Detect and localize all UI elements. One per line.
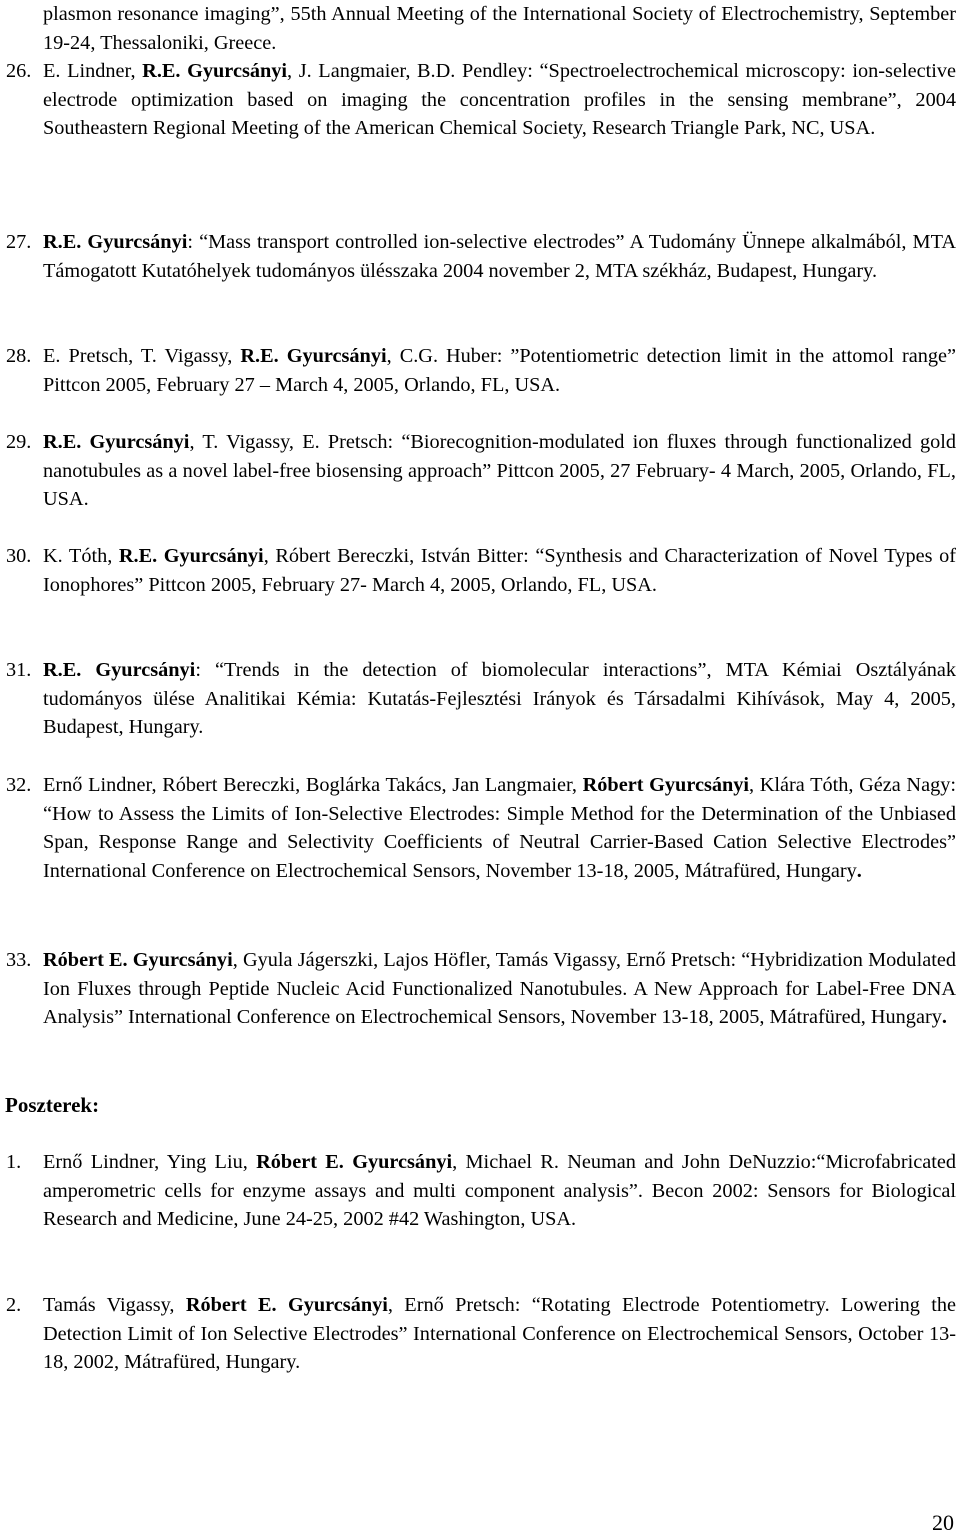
reference-entry-30 (0, 542, 956, 599)
poster-text (43, 1148, 956, 1234)
text-run: , Klára Tóth, Géza Nagy: “How to Assess the Limits of Ion-Selective Electrodes: Simple Method for the Determination of the Unbiased Span, Response Range and Selectivity Coefficients of Neutral Carrier-Based Cation Selective Electrodes” International Conference on Electrochemical Sensors, November 13-18, 2005, Mátrafüred, Hungary (43, 774, 956, 882)
reference-entry-33 (0, 946, 956, 1032)
author-highlight: . (941, 1006, 947, 1029)
reference-number: 27. (6, 231, 32, 253)
text-run: E. Pretsch, T. Vigassy, (43, 345, 241, 367)
text-run: Ernő Lindner, Róbert Bereczki, Boglárka Takács, Jan Langmaier, (43, 774, 583, 796)
reference-text (43, 57, 956, 143)
poster-entry-2 (0, 1291, 956, 1377)
reference-number: 31. (6, 659, 32, 681)
text-run: , Ernő Pretsch: “Rotating Electrode Potentiometry. Lowering the Detection Limit of Ion Selective Electrodes” International Conference on Electrochemical Sensors, October 13-18, 2002, Mátrafüred, Hungary. (43, 1294, 956, 1374)
author-highlight: R.E. Gyurcsányi (43, 231, 188, 253)
reference-number: 28. (6, 345, 32, 367)
text-run: , Róbert Bereczki, István Bitter: “Synthesis and Characterization of Novel Types of Ionophores” Pittcon 2005, February 27- March 4, 2005, Orlando, FL, USA. (43, 545, 956, 596)
author-highlight: Róbert E. Gyurcsányi (185, 1294, 388, 1316)
text-run: , C.G. Huber: ”Potentiometric detection limit in the attomol range” Pittcon 2005, February 27 – March 4, 2005, Orlando, FL, USA. (43, 345, 957, 396)
author-highlight: Róbert E. Gyurcsányi (256, 1151, 453, 1173)
text-run: K. Tóth, (43, 545, 119, 567)
reference-number: 30. (6, 545, 32, 567)
reference-entry-31 (0, 656, 956, 742)
page-number: 20 (932, 1510, 954, 1535)
reference-entry-27 (0, 228, 956, 285)
text-run: , T. Vigassy, E. Pretsch: “Biorecognition-modulated ion fluxes through functionalized gold nanotubules as a novel label-free biosensing approach” Pittcon 2005, 27 February- 4 March, 2005, Orlando, FL, USA. (43, 431, 957, 511)
reference-entry-28 (0, 342, 956, 399)
author-highlight: R.E. Gyurcsányi (118, 545, 264, 567)
reference-number: 32. (6, 774, 32, 796)
reference-number: 29. (6, 431, 32, 453)
text-run: , J. Langmaier, B.D. Pendley: “Spectroelectrochemical microscopy: ion-selective electrode optimization based on imaging the concentration profiles in the sensing membrane”, 2004 Southeastern Regional Meeting of the American Chemical Society, Research Triangle Park, NC, USA. (43, 60, 956, 140)
reference-text (43, 946, 956, 1032)
author-highlight: R.E. Gyurcsányi (240, 345, 387, 367)
reference-number: 33. (6, 949, 32, 971)
reference-text (43, 342, 956, 399)
author-highlight: Róbert E. Gyurcsányi (43, 949, 233, 971)
reference-text (43, 542, 956, 599)
text-run: Ernő Lindner, Ying Liu, (43, 1151, 257, 1173)
text-run: E. Lindner, (43, 60, 143, 82)
reference-entry-32 (0, 771, 956, 885)
reference-text (43, 428, 956, 514)
author-highlight: R.E. Gyurcsányi (43, 431, 190, 453)
reference-text (43, 656, 956, 742)
author-highlight: Róbert Gyurcsányi (582, 774, 750, 796)
poster-section-heading: Poszterek: (5, 1093, 100, 1117)
reference-text (43, 228, 956, 285)
poster-number: 2. (6, 1294, 22, 1316)
author-highlight: R.E. Gyurcsányi (43, 659, 196, 681)
reference-text (43, 771, 956, 885)
text-run: : “Trends in the detection of biomolecular interactions”, MTA Kémiai Osztályának tudományos ülése Analitikai Kémia: Kutatás-Fejlesztési Irányok és Társadalmi Kihívások, May 4, 2005, Budapest, Hungary. (43, 659, 956, 739)
author-highlight: R.E. Gyurcsányi (142, 60, 288, 82)
reference-number: 26. (6, 60, 32, 82)
continued-reference-text: plasmon resonance imaging”, 55th Annual Meeting of the International Society of Electrochemistry, September 19-24, Thessaloniki, Greece. (43, 3, 956, 54)
text-run: , Gyula Jágerszki, Lajos Höfler, Tamás Vigassy, Ernő Pretsch: “Hybridization Modulated Ion Fluxes through Peptide Nucleic Acid Functionalized Nanotubules. A New Approach for Label-Free DNA Analysis” International Conference on Electrochemical Sensors, November 13-18, 2005, Mátrafüred, Hungary (43, 949, 956, 1029)
poster-text (43, 1291, 956, 1377)
reference-entry-26 (0, 57, 956, 143)
text-run: , Michael R. Neuman and John DeNuzzio:“Microfabricated amperometric cells for enzyme assays and multi component analysis”. Becon 2002: Sensors for Biological Research and Medicine, June 24-25, 2002 #42 Washington, USA. (43, 1151, 956, 1231)
reference-entry-29 (0, 428, 956, 514)
author-highlight: . (856, 859, 862, 882)
poster-number: 1. (6, 1151, 22, 1173)
poster-entry-1 (0, 1148, 956, 1234)
text-run: Tamás Vigassy, (43, 1294, 186, 1316)
text-run: : “Mass transport controlled ion-selective electrodes” A Tudomány Ünnepe alkalmából, MTA Támogatott Kutatóhelyek tudományos ülésszaka 2004 november 2, MTA székház, Budapest, Hungary. (43, 231, 956, 282)
